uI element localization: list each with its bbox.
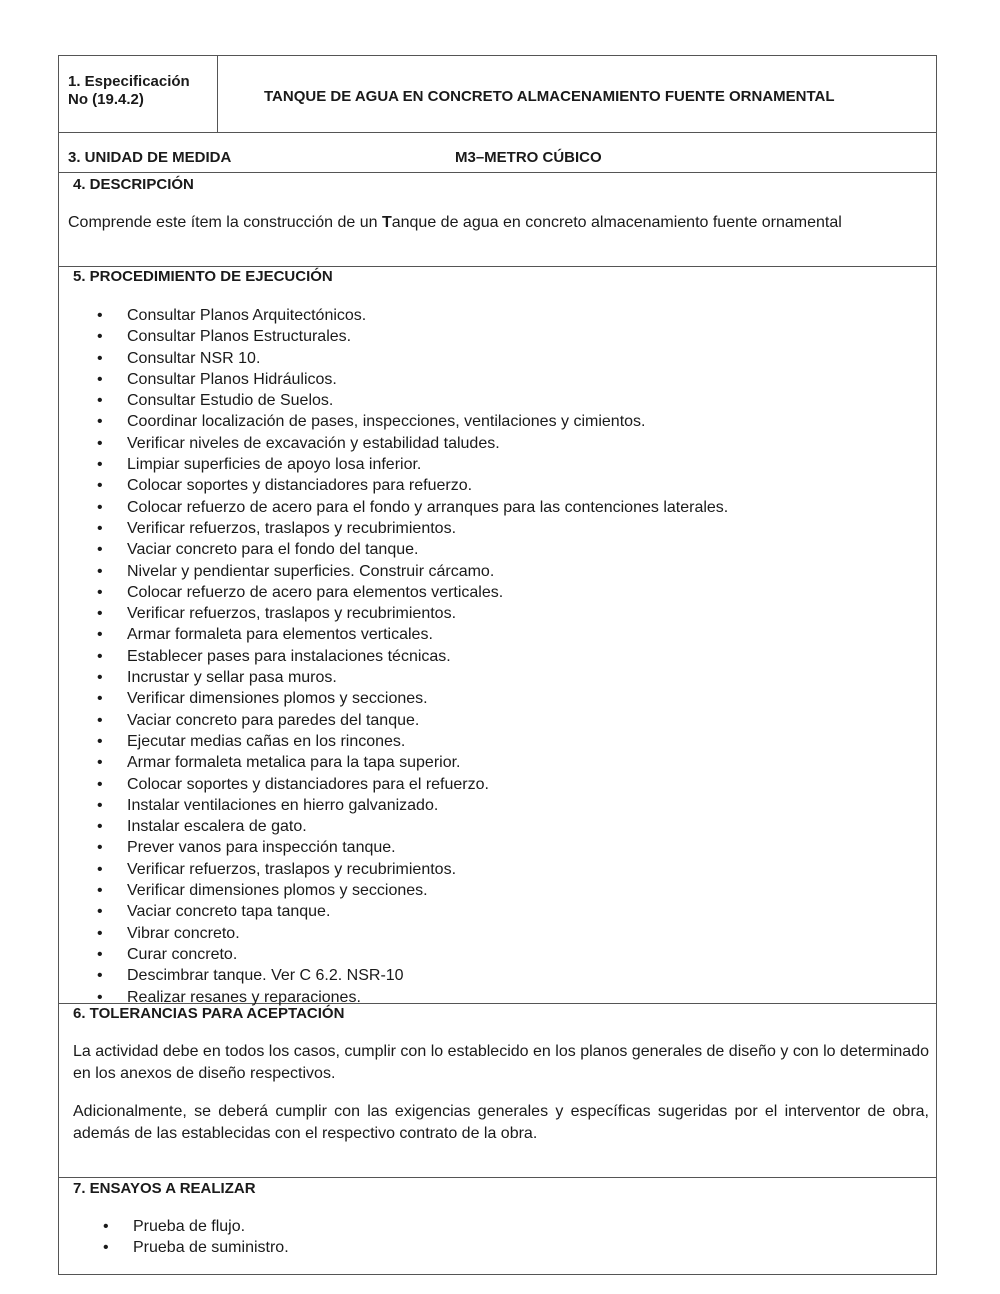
bullet-icon: • — [97, 541, 103, 559]
list-item — [97, 902, 728, 923]
list-item-text: Consultar Estudio de Suelos. — [127, 392, 334, 410]
list-item-text: Verificar niveles de excavación y estabilidad taludes. — [127, 434, 500, 452]
list-item-text: Nivelar y pendientar superficies. Construir cárcamo. — [127, 562, 495, 580]
list-item — [97, 838, 728, 859]
bullet-icon: • — [97, 967, 103, 985]
tolerances-paragraph-2: Adicionalmente, se deberá cumplir con las exigencias generales y específicas sugeridas por el interventor de obra, además de las establecidas con el respectivo contrato de la obra. — [73, 1103, 929, 1142]
list-item — [97, 349, 728, 370]
list-item — [97, 540, 728, 561]
spec-number — [68, 73, 218, 109]
list-item — [97, 519, 728, 540]
list-item-text: Curar concreto. — [127, 945, 238, 963]
spec-number-line2: No (19.4.2) — [68, 91, 144, 108]
list-item-text: Vibrar concreto. — [127, 924, 240, 942]
row-divider — [59, 1177, 936, 1178]
description-text-end: anque de agua en concreto almacenamiento fuente ornamental — [391, 214, 842, 231]
list-item — [97, 668, 728, 689]
bullet-icon: • — [103, 1218, 109, 1235]
list-item-text: Limpiar superficies de apoyo losa inferior. — [127, 456, 422, 474]
list-item-text: Colocar refuerzo de acero para elementos verticales. — [127, 583, 504, 601]
list-item-text: Verificar dimensiones plomos y secciones. — [127, 690, 428, 708]
bullet-icon: • — [97, 626, 103, 644]
list-item — [97, 732, 728, 753]
list-item-text: Verificar refuerzos, traslapos y recubrimientos. — [127, 519, 457, 537]
description-heading: 4. DESCRIPCIÓN — [73, 176, 194, 193]
tolerances-heading: 6. TOLERANCIAS PARA ACEPTACIÓN — [73, 1005, 345, 1022]
bullet-icon: • — [103, 1239, 109, 1257]
spec-sheet-table — [58, 55, 937, 1275]
bullet-icon: • — [97, 818, 103, 836]
bullet-icon: • — [97, 307, 103, 324]
list-item-text: Verificar refuerzos, traslapos y recubrimientos. — [127, 605, 457, 623]
bullet-icon: • — [97, 519, 103, 537]
list-item-text: Incrustar y sellar pasa muros. — [127, 669, 337, 687]
bullet-icon: • — [97, 860, 103, 878]
list-item — [97, 966, 728, 987]
spec-number-line1: 1. Especificación — [68, 73, 190, 90]
description-text-start: Comprende este ítem la construcción de un — [68, 214, 382, 231]
bullet-icon: • — [97, 796, 103, 814]
bullet-icon: • — [97, 605, 103, 623]
bullet-icon: • — [97, 945, 103, 963]
list-item — [97, 434, 728, 455]
bullet-icon: • — [97, 754, 103, 772]
list-item-text: Realizar resanes y reparaciones. — [127, 988, 361, 1006]
bullet-icon: • — [97, 903, 103, 921]
list-item — [97, 945, 728, 966]
list-item-text: Consultar Planos Hidráulicos. — [127, 370, 337, 388]
list-item-text: Vaciar concreto tapa tanque. — [127, 903, 331, 921]
bullet-icon: • — [97, 732, 103, 750]
bullet-icon: • — [97, 328, 103, 346]
list-item — [103, 1238, 289, 1259]
list-item-text: Prueba de suministro. — [133, 1239, 289, 1257]
list-item-text: Armar formaleta para elementos verticales. — [127, 626, 433, 644]
list-item — [97, 498, 728, 519]
list-item-text: Prever vanos para inspección tanque. — [127, 839, 396, 857]
bullet-icon: • — [97, 647, 103, 665]
list-item — [97, 604, 728, 625]
bullet-icon: • — [97, 583, 103, 601]
list-item-text: Consultar Planos Estructurales. — [127, 328, 352, 346]
bullet-icon: • — [97, 839, 103, 857]
list-item-text: Colocar soportes y distanciadores para refuerzo. — [127, 477, 473, 495]
list-item — [97, 689, 728, 710]
procedure-heading: 5. PROCEDIMIENTO DE EJECUCIÓN — [73, 268, 333, 285]
bullet-icon: • — [97, 562, 103, 580]
list-item — [97, 775, 728, 796]
list-item — [97, 625, 728, 646]
list-item — [97, 647, 728, 668]
tolerances-paragraph-1: La actividad debe en todos los casos, cumplir con lo establecido en los planos generales de diseño y con lo determinado en los anexos de diseño respectivos. — [73, 1043, 929, 1082]
bullet-icon: • — [97, 456, 103, 474]
bullet-icon: • — [97, 711, 103, 729]
list-item — [97, 412, 728, 433]
bullet-icon: • — [97, 775, 103, 793]
list-item — [97, 306, 728, 327]
list-item-text: Instalar escalera de gato. — [127, 818, 307, 836]
list-item-text: Armar formaleta metalica para la tapa superior. — [127, 754, 461, 772]
spec-title: TANQUE DE AGUA EN CONCRETO ALMACENAMIENTO FUENTE ORNAMENTAL — [264, 88, 835, 105]
list-item — [97, 455, 728, 476]
list-item — [97, 583, 728, 604]
procedure-list — [97, 306, 728, 1009]
list-item-text: Consultar NSR 10. — [127, 349, 261, 367]
list-item-text: Coordinar localización de pases, inspecciones, ventilaciones y cimientos. — [127, 413, 646, 431]
bullet-icon: • — [97, 988, 103, 1006]
bullet-icon: • — [97, 349, 103, 367]
list-item — [97, 562, 728, 583]
list-item — [97, 796, 728, 817]
list-item — [97, 881, 728, 902]
description-text-bold: T — [381, 214, 392, 231]
bullet-icon: • — [97, 392, 103, 410]
row-divider — [59, 172, 936, 173]
tests-list — [103, 1217, 289, 1260]
list-item-text: Verificar refuerzos, traslapos y recubrimientos. — [127, 860, 457, 878]
list-item — [97, 391, 728, 412]
list-item — [103, 1217, 289, 1238]
unit-label: 3. UNIDAD DE MEDIDA — [68, 149, 232, 166]
list-item-text: Ejecutar medias cañas en los rincones. — [127, 732, 406, 750]
row-divider — [59, 132, 936, 133]
bullet-icon: • — [97, 882, 103, 900]
list-item — [97, 860, 728, 881]
tests-heading: 7. ENSAYOS A REALIZAR — [73, 1180, 256, 1197]
bullet-icon: • — [97, 669, 103, 687]
list-item — [97, 476, 728, 497]
bullet-icon: • — [97, 498, 103, 516]
list-item — [97, 711, 728, 732]
list-item-text: Vaciar concreto para el fondo del tanque. — [127, 541, 419, 559]
bullet-icon: • — [97, 370, 103, 388]
list-item-text: Verificar dimensiones plomos y secciones. — [127, 882, 428, 900]
list-item — [97, 924, 728, 945]
bullet-icon: • — [97, 434, 103, 452]
unit-value: M3–METRO CÚBICO — [455, 149, 602, 166]
list-item — [97, 753, 728, 774]
list-item — [97, 817, 728, 838]
row-divider — [59, 266, 936, 267]
description-text — [68, 213, 842, 233]
list-item-text: Vaciar concreto para paredes del tanque. — [127, 711, 420, 729]
list-item — [97, 327, 728, 348]
list-item — [97, 370, 728, 391]
list-item-text: Colocar soportes y distanciadores para el refuerzo. — [127, 775, 489, 793]
list-item-text: Instalar ventilaciones en hierro galvanizado. — [127, 796, 439, 814]
list-item-text: Colocar refuerzo de acero para el fondo y arranques para las contenciones laterales. — [127, 498, 729, 516]
bullet-icon: • — [97, 477, 103, 495]
list-item-text: Descimbrar tanque. Ver C 6.2. NSR-10 — [127, 967, 404, 985]
list-item-text: Establecer pases para instalaciones técnicas. — [127, 647, 451, 665]
bullet-icon: • — [97, 690, 103, 708]
bullet-icon: • — [97, 924, 103, 942]
bullet-icon: • — [97, 413, 103, 431]
list-item-text: Prueba de flujo. — [133, 1218, 246, 1235]
list-item-text: Consultar Planos Arquitectónicos. — [127, 307, 367, 324]
